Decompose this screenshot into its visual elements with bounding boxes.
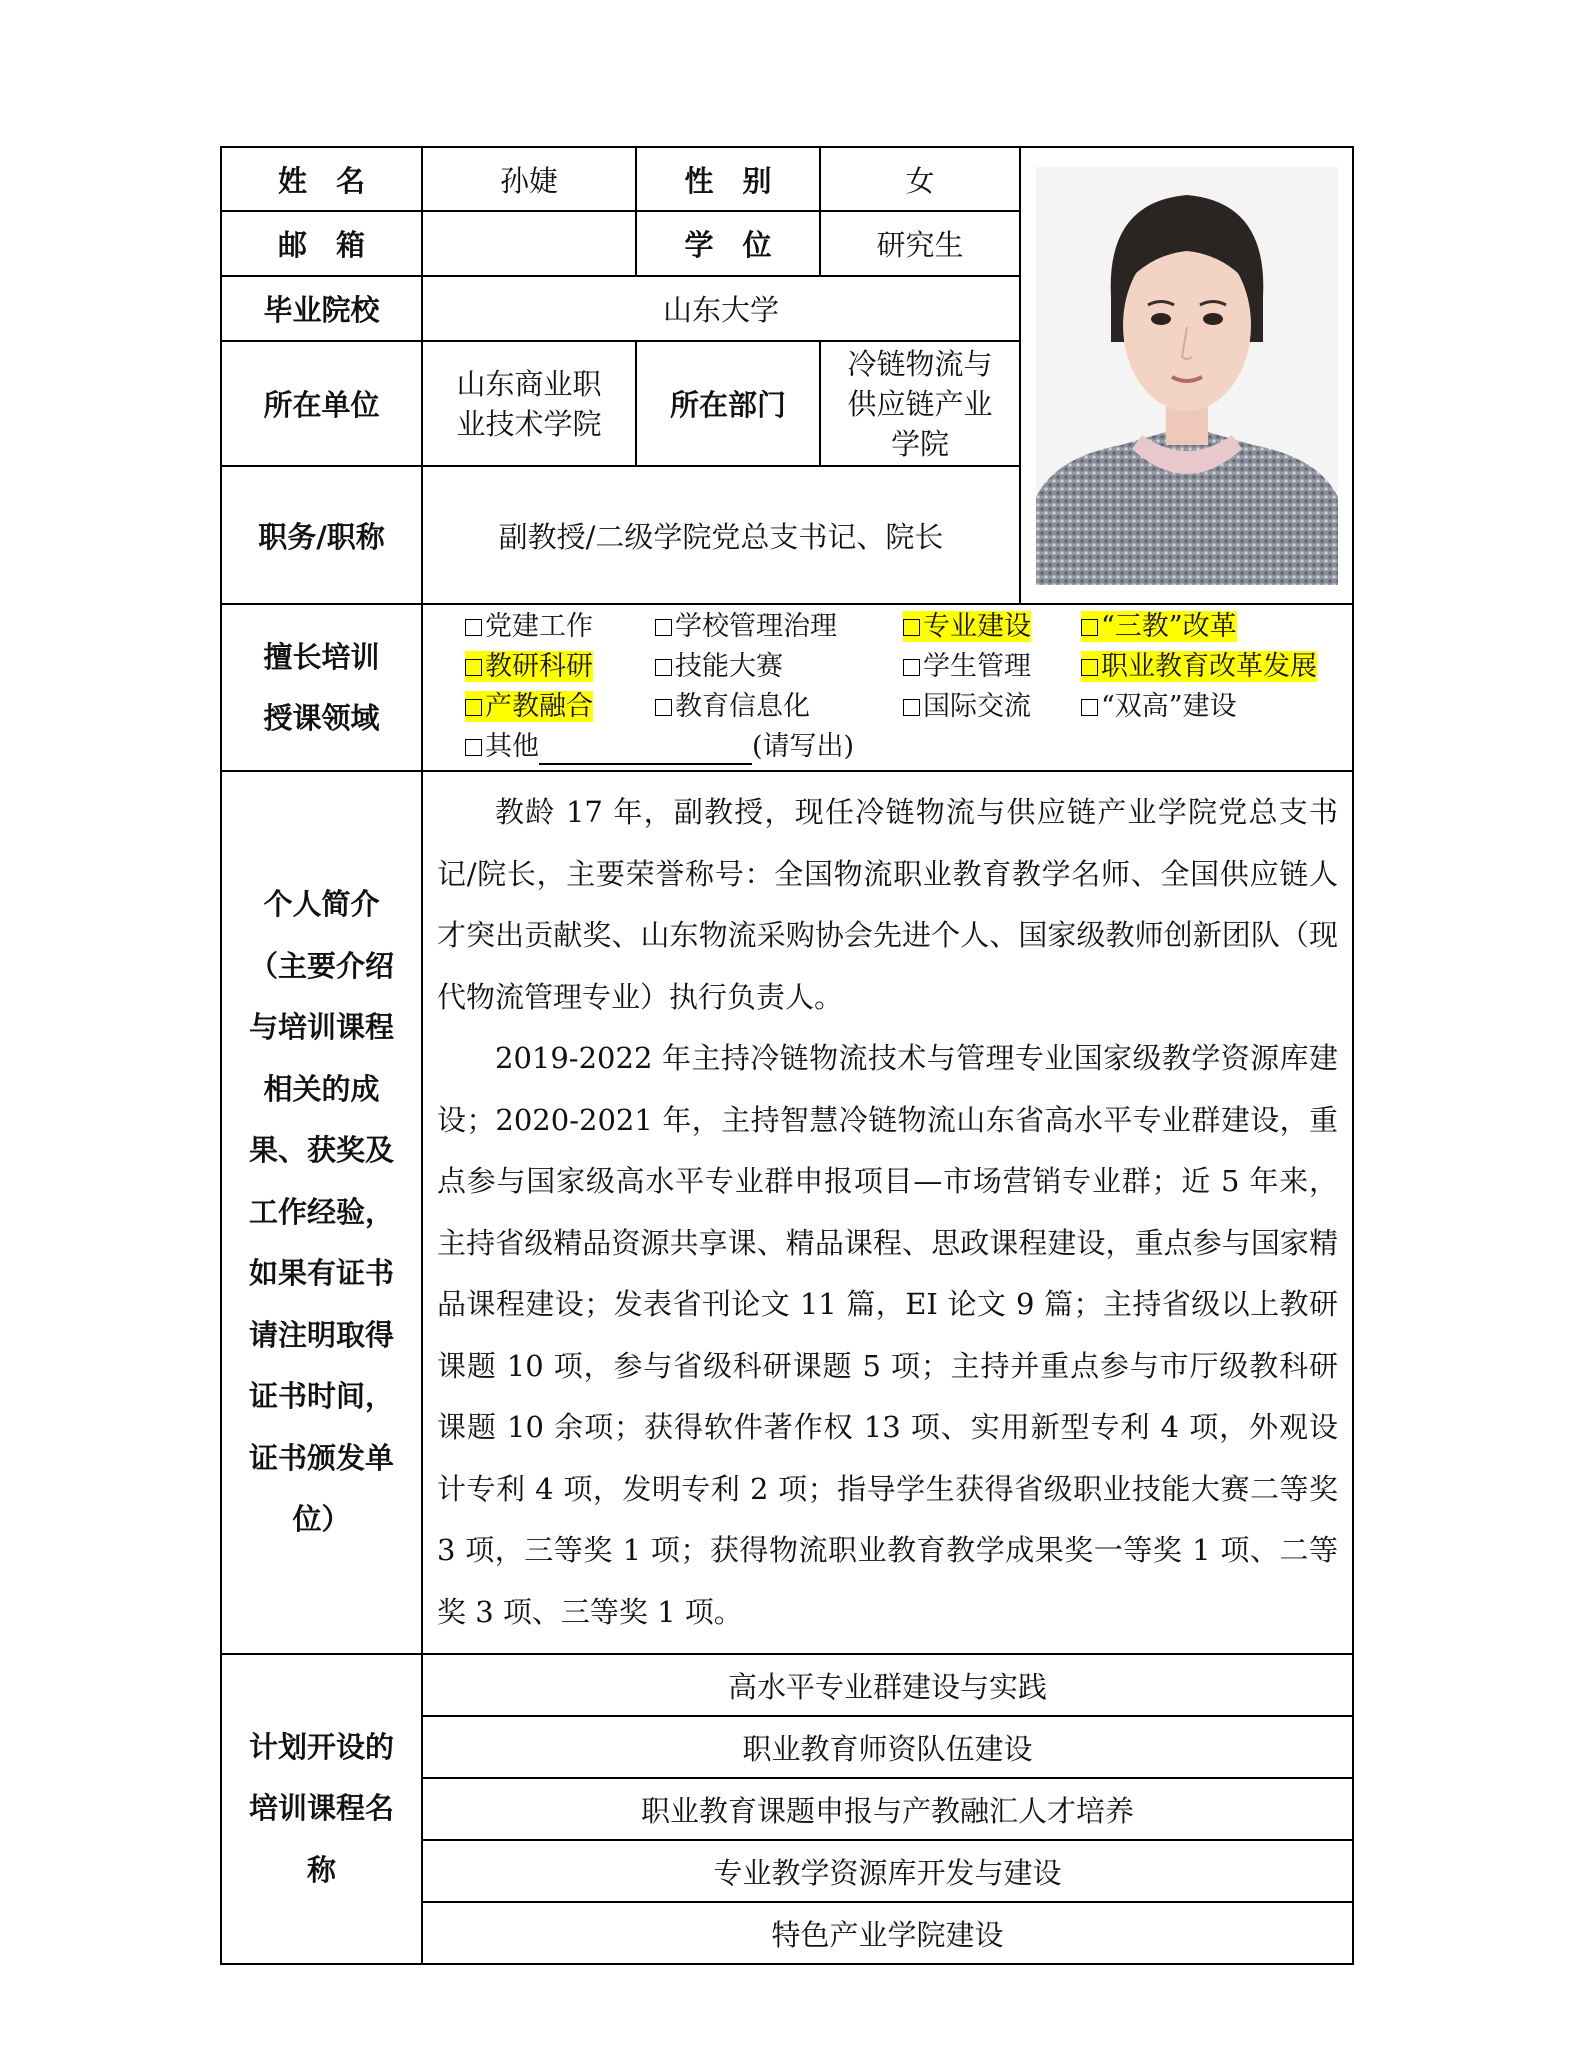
course-item: 职业教育师资队伍建设 — [422, 1716, 1353, 1778]
portrait-photo — [1036, 167, 1338, 585]
label-school: 毕业院校 — [221, 276, 422, 341]
area-option[interactable] — [655, 689, 903, 725]
area-option-label: 党建工作 — [485, 611, 593, 642]
area-option[interactable] — [1081, 609, 1331, 645]
area-option[interactable] — [903, 609, 1081, 645]
area-option-label: “双高”建设 — [1101, 691, 1237, 722]
checkbox-icon[interactable] — [465, 699, 482, 716]
area-option[interactable] — [465, 649, 655, 685]
value-name: 孙婕 — [422, 147, 636, 211]
checkbox-icon[interactable] — [655, 659, 672, 676]
label-gender: 性 别 — [636, 147, 820, 211]
bio-cell — [422, 771, 1353, 1654]
area-option-label: 学校管理治理 — [675, 611, 837, 642]
label-courses: 计划开设的培训课程名称 — [221, 1654, 422, 1964]
label-areas: 擅长培训授课领域 — [221, 604, 422, 771]
area-option-label: 教研科研 — [485, 651, 593, 682]
area-option-label: 国际交流 — [923, 691, 1031, 722]
label-name: 姓 名 — [221, 147, 422, 211]
area-option-label: 专业建设 — [923, 611, 1031, 642]
area-option[interactable] — [1081, 689, 1331, 725]
label-title: 职务/职称 — [221, 466, 422, 604]
label-bio: 个人简介（主要介绍与培训课程相关的成果、获奖及工作经验，如果有证书请注明取得证书时间，证书颁发单位） — [221, 771, 422, 1654]
area-option-label: 教育信息化 — [675, 691, 810, 722]
checkbox-icon[interactable] — [655, 699, 672, 716]
other-blank-line[interactable] — [539, 735, 752, 765]
checkbox-icon[interactable] — [903, 659, 920, 676]
areas-cell — [422, 604, 1353, 771]
other-checkbox[interactable] — [465, 739, 482, 756]
area-option-label: 职业教育改革发展 — [1101, 651, 1317, 682]
area-option[interactable] — [465, 609, 655, 645]
value-unit: 山东商业职业技术学院 — [422, 341, 636, 466]
checkbox-icon[interactable] — [1081, 699, 1098, 716]
other-label: 其他 — [485, 731, 539, 762]
checkbox-icon[interactable] — [903, 699, 920, 716]
checkbox-icon[interactable] — [1081, 659, 1098, 676]
area-option-label: 学生管理 — [923, 651, 1031, 682]
course-item: 职业教育课题申报与产教融汇人才培养 — [422, 1778, 1353, 1840]
other-suffix: (请写出) — [752, 731, 855, 762]
area-option[interactable] — [903, 689, 1081, 725]
profile-form — [220, 146, 1354, 1965]
course-item: 特色产业学院建设 — [422, 1902, 1353, 1964]
photo-cell — [1020, 147, 1353, 604]
areas-grid — [423, 609, 1352, 725]
area-option-label: 产教融合 — [485, 691, 593, 722]
label-unit: 所在单位 — [221, 341, 422, 466]
label-email: 邮 箱 — [221, 211, 422, 276]
checkbox-icon[interactable] — [465, 659, 482, 676]
other-row — [423, 729, 1352, 765]
checkbox-icon[interactable] — [1081, 619, 1098, 636]
checkbox-icon[interactable] — [903, 619, 920, 636]
value-gender: 女 — [820, 147, 1020, 211]
course-item: 专业教学资源库开发与建设 — [422, 1840, 1353, 1902]
area-option[interactable] — [1081, 649, 1331, 685]
course-item: 高水平专业群建设与实践 — [422, 1654, 1353, 1716]
checkbox-icon[interactable] — [465, 619, 482, 636]
value-email — [422, 211, 636, 276]
area-option[interactable] — [655, 609, 903, 645]
bio-paragraph-1: 教龄 17 年，副教授，现任冷链物流与供应链产业学院党总支书记/院长，主要荣誉称号：全国物流职业教育教学名师、全国供应链人才突出贡献奖、山东物流采购协会先进个人、国家级教师创新团队（现代物流管理专业）执行负责人。 — [437, 795, 1338, 1014]
area-option[interactable] — [465, 689, 655, 725]
area-option-label: 技能大赛 — [675, 651, 783, 682]
area-option[interactable] — [903, 649, 1081, 685]
label-department: 所在部门 — [636, 341, 820, 466]
label-degree: 学 位 — [636, 211, 820, 276]
value-title: 副教授/二级学院党总支书记、院长 — [422, 466, 1020, 604]
value-department: 冷链物流与供应链产业学院 — [820, 341, 1020, 466]
bio-paragraph-2: 2019-2022 年主持冷链物流技术与管理专业国家级教学资源库建设；2020-2021 年，主持智慧冷链物流山东省高水平专业群建设，重点参与国家级高水平专业群申报项目—市场营销专业群；近 5 年来，主持省级精品资源共享课、精品课程、思政课程建设，重点参与国家精品课程建设；发表省刊论文 11 篇，EI 论文 9 篇；主持省级以上教研课题 10 项，参与省级科研课题 5 项；主持并重点参与市厅级教科研课题 10 余项；获得软件著作权 13 项、实用新型专利 4 项，外观设计专利 4 项，发明专利 2 项；指导学生获得省级职业技能大赛二等奖 3 项，三等奖 1 项；获得物流职业教育教学成果奖一等奖 1 项、二等奖 3 项、三等奖 1 项。 — [437, 1041, 1338, 1629]
value-degree: 研究生 — [820, 211, 1020, 276]
area-option-label: “三教”改革 — [1101, 611, 1237, 642]
area-option[interactable] — [655, 649, 903, 685]
value-school: 山东大学 — [422, 276, 1020, 341]
checkbox-icon[interactable] — [655, 619, 672, 636]
